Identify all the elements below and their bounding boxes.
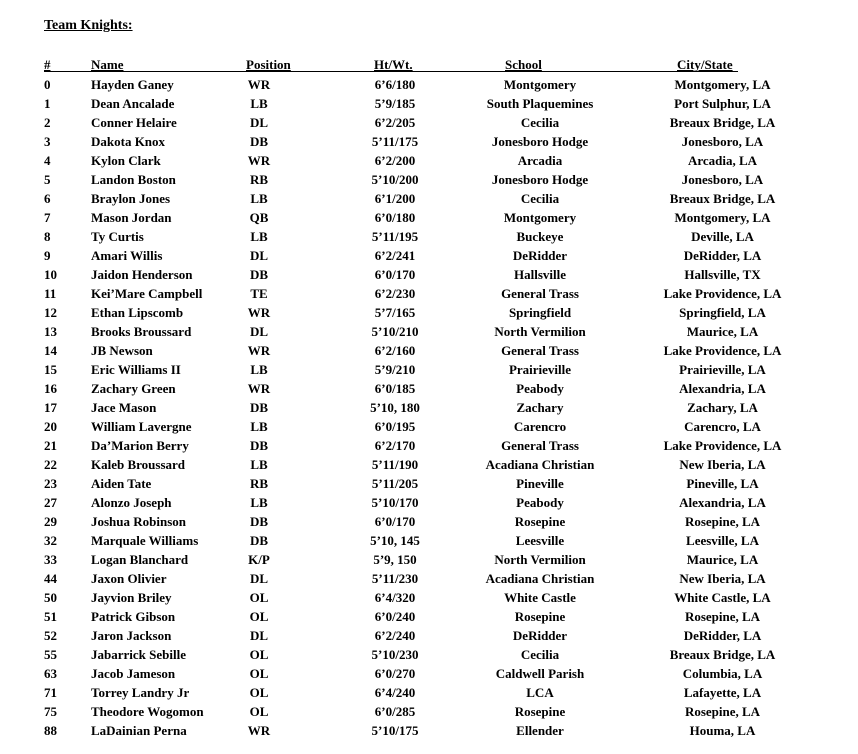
table-row [0,683,858,702]
player-position: WR [247,723,271,738]
table-row [0,531,858,550]
player-school: Montgomery [503,77,577,92]
player-ht-wt: 5’11/230 [371,571,419,586]
table-row [0,379,858,398]
table-row [0,626,858,645]
player-number: 7 [44,210,51,225]
player-position: DB [249,267,269,282]
player-number: 23 [44,476,57,491]
player-school: Peabody [516,495,564,510]
player-name: Jaidon Henderson [91,267,193,282]
player-ht-wt: 5’10, 145 [370,533,420,548]
player-city-state: Prairieville, LA [679,362,766,377]
player-ht-wt: 6’0/240 [374,609,416,624]
roster-table [0,75,858,740]
player-number: 27 [44,495,57,510]
player-name: Landon Boston [91,172,176,187]
table-row [0,645,858,664]
column-header-name: Name [91,57,124,72]
player-city-state: Columbia, LA [682,666,763,681]
table-row [0,360,858,379]
player-city-state: Pineville, LA [686,476,759,491]
player-school: Cecilia [520,647,560,662]
player-number: 20 [44,419,57,434]
player-ht-wt: 6’0/270 [374,666,416,681]
player-school: North Vermilion [494,552,586,567]
player-school: General Trass [501,438,579,453]
player-number: 63 [44,666,57,681]
player-name: LaDainian Perna [91,723,187,738]
table-row [0,189,858,208]
player-school: Cecilia [520,191,560,206]
player-name: Eric Williams II [91,362,181,377]
player-name: Torrey Landry Jr [91,685,190,700]
player-city-state: Alexandria, LA [679,381,766,396]
player-ht-wt: 6’2/230 [374,286,416,301]
player-position: DL [249,571,269,586]
player-school: Rosepine [514,704,566,719]
player-ht-wt: 6’4/320 [374,590,416,605]
player-name: Jaron Jackson [91,628,172,643]
player-ht-wt: 5’10/175 [371,723,419,738]
player-position: WR [247,381,271,396]
table-row [0,702,858,721]
player-position: DB [249,514,269,529]
player-number: 6 [44,191,51,206]
player-name: Aiden Tate [91,476,152,491]
player-school: Zachary [516,400,564,415]
table-row [0,493,858,512]
player-school: LCA [526,685,554,700]
player-name: Logan Blanchard [91,552,189,567]
player-number: 9 [44,248,51,263]
player-ht-wt: 6’2/241 [374,248,416,263]
player-number: 16 [44,381,57,396]
table-row [0,208,858,227]
player-ht-wt: 6’2/205 [374,115,416,130]
player-position: WR [247,305,271,320]
player-ht-wt: 6’2/170 [374,438,416,453]
player-ht-wt: 6’0/170 [374,514,416,529]
player-city-state: Leesville, LA [686,533,759,548]
player-city-state: Rosepine, LA [684,704,761,719]
player-name: William Lavergne [91,419,192,434]
table-row [0,664,858,683]
page-title: Team Knights: [44,18,133,33]
player-school: Jonesboro Hodge [491,172,589,187]
player-city-state: Lafayette, LA [683,685,762,700]
player-position: TE [250,286,268,301]
player-name: Theodore Wogomon [91,704,204,719]
table-row [0,303,858,322]
player-name: Alonzo Joseph [91,495,172,510]
player-position: LB [250,419,268,434]
player-number: 50 [44,590,57,605]
column-header-city-state: City/State [677,57,733,72]
player-school: General Trass [501,286,579,301]
player-name: Dean Ancalade [91,96,175,111]
player-position: RB [249,476,269,491]
player-name: Conner Helaire [91,115,177,130]
player-school: Peabody [516,381,564,396]
player-city-state: DeRidder, LA [683,248,762,263]
player-position: LB [250,229,268,244]
player-city-state: DeRidder, LA [683,628,762,643]
table-row [0,721,858,740]
player-position: OL [249,666,269,681]
player-ht-wt: 5’11/190 [371,457,419,472]
player-ht-wt: 6’0/180 [374,210,416,225]
player-ht-wt: 6’1/200 [374,191,416,206]
player-ht-wt: 5’11/195 [371,229,419,244]
player-position: OL [249,704,269,719]
player-city-state: Houma, LA [689,723,756,738]
player-number: 32 [44,533,57,548]
player-city-state: Carencro, LA [684,419,761,434]
player-name: Amari Willis [91,248,163,263]
player-position: WR [247,77,271,92]
player-name: Da’Marion Berry [91,438,189,453]
table-row [0,284,858,303]
table-row [0,227,858,246]
player-school: Springfield [508,305,572,320]
column-header-number: # [44,57,51,72]
player-city-state: Breaux Bridge, LA [669,115,776,130]
player-school: Acadiana Christian [485,457,595,472]
player-position: OL [249,609,269,624]
player-name: Marquale Williams [91,533,199,548]
table-row [0,75,858,94]
player-number: 22 [44,457,57,472]
player-name: Dakota Knox [91,134,166,149]
player-city-state: Jonesboro, LA [681,172,764,187]
player-position: DB [249,438,269,453]
player-ht-wt: 6’0/195 [374,419,416,434]
player-name: Jaxon Olivier [91,571,167,586]
column-header-ht-wt: Ht/Wt. [374,57,413,72]
player-ht-wt: 5’10/170 [371,495,419,510]
player-school: Jonesboro Hodge [491,134,589,149]
player-name: Jace Mason [91,400,157,415]
player-name: Kylon Clark [91,153,161,168]
table-row [0,398,858,417]
player-position: DL [249,324,269,339]
player-school: Caldwell Parish [495,666,585,681]
table-row [0,265,858,284]
player-city-state: New Iberia, LA [679,571,766,586]
player-school: Pineville [516,476,564,491]
player-number: 10 [44,267,57,282]
player-school: South Plaquemines [486,96,594,111]
player-number: 4 [44,153,51,168]
player-number: 2 [44,115,51,130]
player-school: White Castle [504,590,576,605]
player-number: 33 [44,552,57,567]
player-number: 11 [44,286,57,301]
column-header-position: Position [246,57,291,72]
player-school: Rosepine [514,609,566,624]
player-position: OL [249,647,269,662]
player-city-state: Breaux Bridge, LA [669,191,776,206]
player-name: Kei’Mare Campbell [91,286,203,301]
player-school: Hallsville [514,267,566,282]
player-number: 51 [44,609,57,624]
player-position: WR [247,343,271,358]
player-school: Buckeye [516,229,564,244]
player-position: K/P [248,552,270,567]
player-number: 13 [44,324,57,339]
player-ht-wt: 5’9/185 [374,96,416,111]
player-name: Joshua Robinson [91,514,187,529]
player-school: Arcadia [517,153,563,168]
player-school: North Vermilion [494,324,586,339]
player-position: QB [249,210,269,225]
player-ht-wt: 6’2/160 [374,343,416,358]
player-ht-wt: 6’0/285 [374,704,416,719]
player-position: DB [249,400,269,415]
player-position: LB [250,362,268,377]
table-row [0,113,858,132]
player-position: DL [249,115,269,130]
player-city-state: Maurice, LA [686,324,759,339]
player-number: 1 [44,96,51,111]
player-city-state: Springfield, LA [679,305,766,320]
player-number: 29 [44,514,57,529]
player-city-state: Deville, LA [691,229,754,244]
table-row [0,455,858,474]
player-city-state: White Castle, LA [674,590,771,605]
player-name: Jayvion Briley [91,590,172,605]
player-city-state: Maurice, LA [686,552,759,567]
player-number: 88 [44,723,57,738]
player-city-state: Alexandria, LA [679,495,766,510]
player-name: Zachary Green [91,381,176,396]
player-position: OL [249,590,269,605]
player-name: Mason Jordan [91,210,172,225]
table-row [0,474,858,493]
player-ht-wt: 5’10, 180 [370,400,420,415]
player-position: RB [249,172,269,187]
player-number: 3 [44,134,51,149]
player-ht-wt: 5’10/230 [371,647,419,662]
player-school: Cecilia [520,115,560,130]
table-row [0,417,858,436]
table-row [0,322,858,341]
table-row [0,246,858,265]
column-header-school: School [505,57,542,72]
player-name: Brooks Broussard [91,324,192,339]
player-ht-wt: 6’4/240 [374,685,416,700]
player-name: Braylon Jones [91,191,171,206]
player-ht-wt: 6’0/185 [374,381,416,396]
player-name: Hayden Ganey [91,77,174,92]
table-row [0,94,858,113]
table-row [0,550,858,569]
player-city-state: Lake Providence, LA [663,438,782,453]
player-position: LB [250,191,268,206]
player-number: 52 [44,628,57,643]
player-name: Ty Curtis [91,229,144,244]
player-position: DL [249,628,269,643]
player-position: LB [250,457,268,472]
player-position: DB [249,134,269,149]
player-name: JB Newson [91,343,153,358]
player-city-state: New Iberia, LA [679,457,766,472]
player-school: Acadiana Christian [485,571,595,586]
player-position: WR [247,153,271,168]
player-ht-wt: 5’9, 150 [373,552,417,567]
table-row [0,170,858,189]
player-city-state: Montgomery, LA [674,77,771,92]
player-name: Jabarrick Sebille [91,647,186,662]
player-ht-wt: 5’11/175 [371,134,419,149]
player-school: Prairieville [508,362,572,377]
table-row [0,132,858,151]
player-number: 8 [44,229,51,244]
player-city-state: Port Sulphur, LA [674,96,771,111]
player-city-state: Lake Providence, LA [663,343,782,358]
table-row [0,607,858,626]
player-position: LB [250,495,268,510]
player-number: 75 [44,704,57,719]
player-number: 15 [44,362,57,377]
table-header [0,57,858,73]
player-ht-wt: 5’11/205 [371,476,419,491]
header-divider [44,71,738,72]
player-name: Kaleb Broussard [91,457,186,472]
table-row [0,151,858,170]
player-ht-wt: 6’6/180 [374,77,416,92]
table-row [0,341,858,360]
player-position: OL [249,685,269,700]
player-ht-wt: 5’9/210 [374,362,416,377]
player-number: 71 [44,685,57,700]
player-number: 55 [44,647,57,662]
player-city-state: Lake Providence, LA [663,286,782,301]
player-name: Ethan Lipscomb [91,305,184,320]
table-row [0,512,858,531]
player-city-state: Zachary, LA [687,400,758,415]
player-number: 44 [44,571,57,586]
player-number: 0 [44,77,51,92]
player-number: 12 [44,305,57,320]
player-position: DL [249,248,269,263]
player-ht-wt: 6’2/240 [374,628,416,643]
player-city-state: Breaux Bridge, LA [669,647,776,662]
player-school: Rosepine [514,514,566,529]
player-city-state: Rosepine, LA [684,514,761,529]
player-city-state: Rosepine, LA [684,609,761,624]
player-name: Jacob Jameson [91,666,176,681]
player-position: LB [250,96,268,111]
player-ht-wt: 5’10/210 [371,324,419,339]
player-number: 14 [44,343,57,358]
player-city-state: Jonesboro, LA [681,134,764,149]
player-city-state: Montgomery, LA [674,210,771,225]
player-school: Leesville [515,533,565,548]
player-school: General Trass [501,343,579,358]
player-school: DeRidder [512,628,568,643]
player-school: Ellender [516,723,564,738]
player-ht-wt: 6’0/170 [374,267,416,282]
player-city-state: Arcadia, LA [687,153,758,168]
player-ht-wt: 6’2/200 [374,153,416,168]
player-number: 21 [44,438,57,453]
player-name: Patrick Gibson [91,609,176,624]
player-number: 5 [44,172,51,187]
player-city-state: Hallsville, TX [684,267,761,282]
player-ht-wt: 5’10/200 [371,172,419,187]
table-row [0,569,858,588]
player-school: Montgomery [503,210,577,225]
player-school: Carencro [513,419,567,434]
table-row [0,588,858,607]
player-school: DeRidder [512,248,568,263]
table-row [0,436,858,455]
player-position: DB [249,533,269,548]
player-ht-wt: 5’7/165 [374,305,416,320]
player-number: 17 [44,400,57,415]
